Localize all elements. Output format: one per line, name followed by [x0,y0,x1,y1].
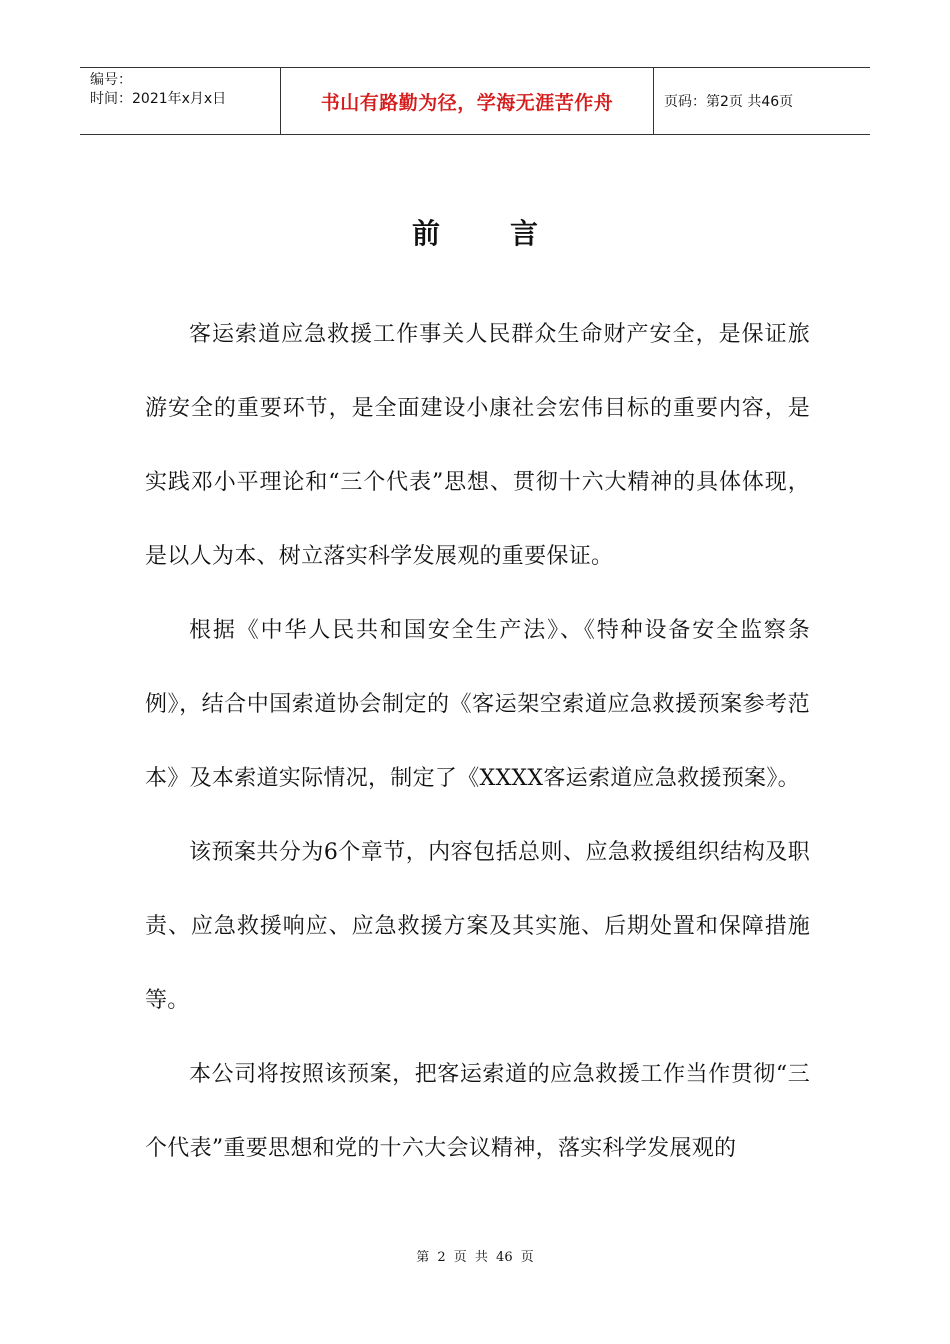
paragraph: 根据《中华人民共和国安全生产法》、《特种设备安全监察条例》，结合中国索道协会制定的《客运架空索道应急救援预案参考范本》及本索道实际情况，制定了《XXXX客运索道应急救援预案》。 [145,618,810,791]
document-number-label: 编号： [90,72,132,88]
paragraph: 该预案共分为6个章节，内容包括总则、应急救援组织结构及职责、应急救援响应、应急救援方案及其实施、后期处置和保障措施等。 [145,840,810,1013]
page-footer: 第 2 页 共 46 页 [416,1250,534,1265]
document-body [145,298,810,1186]
header-meta [80,68,281,134]
document-time-label: 时间：2021年x月x日 [90,91,227,107]
header-motto: 书山有路勤为径，学海无涯苦作舟 [281,68,654,134]
page-header [80,67,870,135]
paragraph: 本公司将按照该预案，把客运索道的应急救援工作当作贯彻“三个代表”重要思想和党的十六大会议精神，落实科学发展观的 [145,1062,810,1161]
header-page-label: 页码：第2页 共46页 [664,94,794,110]
page-title: 前言 [411,217,608,250]
paragraph: 客运索道应急救援工作事关人民群众生命财产安全，是保证旅游安全的重要环节，是全面建设小康社会宏伟目标的重要内容，是实践邓小平理论和“三个代表”思想、贯彻十六大精神的具体体现，是以人为本、树立落实科学发展观的重要保证。 [145,322,810,569]
